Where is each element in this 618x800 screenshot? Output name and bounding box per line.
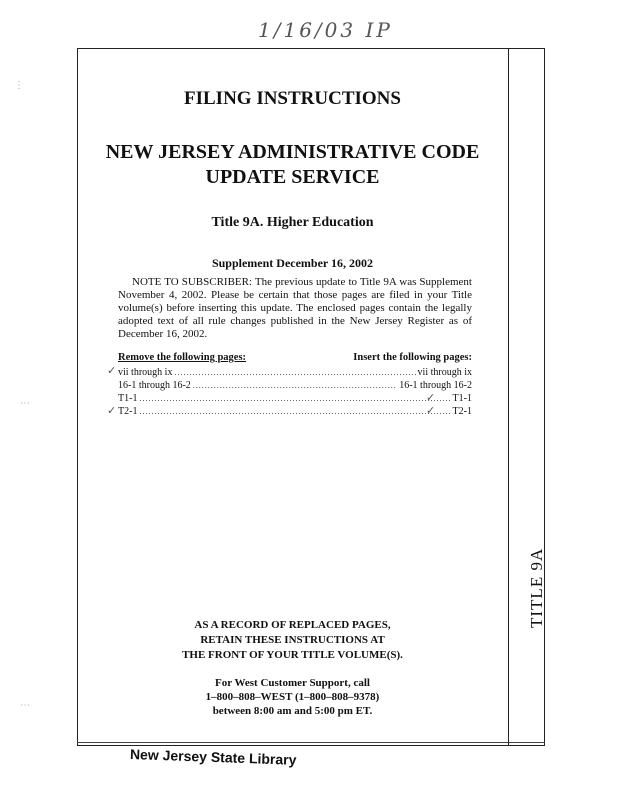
check-mark-icon: ✓ — [107, 405, 117, 417]
insert-header: Insert the following pages: — [353, 352, 472, 363]
remove-pages: vii through ix — [118, 367, 173, 378]
leader-dots — [139, 394, 450, 403]
insert-pages: vii through ix — [417, 367, 472, 378]
check-mark-icon: ✓ — [107, 365, 117, 377]
support-line3: between 8:00 am and 5:00 pm ET. — [212, 705, 373, 717]
tab-divider — [508, 48, 509, 746]
page-title: FILING INSTRUCTIONS — [184, 88, 401, 109]
scan-speck-icon: ⋯ — [20, 700, 30, 711]
page-row — [118, 406, 472, 417]
code-title-line1: NEW JERSEY ADMINISTRATIVE CODE — [105, 141, 480, 163]
record-line1: AS A RECORD OF REPLACED PAGES, — [194, 619, 391, 631]
insert-pages: T2-1 — [452, 406, 472, 417]
library-stamp: New Jersey State Library — [129, 746, 297, 768]
supplement-date: Supplement December 16, 2002 — [211, 256, 374, 270]
check-mark-icon: ✓ — [426, 392, 436, 404]
scan-speck-icon: ⋮ — [14, 80, 24, 91]
page-row — [118, 367, 472, 378]
page-row — [118, 393, 472, 404]
page-row — [118, 380, 472, 391]
customer-support — [77, 676, 508, 718]
code-title-line2: UPDATE SERVICE — [205, 166, 380, 188]
support-line2: 1–800–808–WEST (1–800–808–9378) — [205, 691, 380, 703]
scan-speck-icon: ⋯ — [20, 398, 30, 409]
remove-pages: T1-1 — [118, 393, 138, 404]
remove-pages: T2-1 — [118, 406, 138, 417]
title-name: Title 9A. Higher Education — [211, 215, 374, 230]
title-tab-label: TITLE 9A — [527, 547, 546, 628]
code-title — [77, 140, 508, 190]
record-line2: RETAIN THESE INSTRUCTIONS AT — [200, 634, 385, 646]
subscriber-note: NOTE TO SUBSCRIBER: The previous update to Title 9A was Supplement November 4, 2002. Please be certain that those pages are filed in your Title volume(s) before inserting this update. The enclosed pages contain the legally adopted text of all rule changes published in the New Jersey Register as of December 16, 2002. — [118, 276, 472, 340]
record-line3: THE FRONT OF YOUR TITLE VOLUME(S). — [182, 649, 403, 661]
insert-pages: 16-1 through 16-2 — [399, 380, 472, 391]
check-mark-icon: ✓ — [426, 405, 436, 417]
remove-header: Remove the following pages: — [118, 352, 247, 363]
support-line1: For West Customer Support, call — [215, 677, 370, 689]
leader-dots — [139, 407, 450, 416]
remove-pages: 16-1 through 16-2 — [118, 380, 191, 391]
leader-dots — [193, 381, 397, 390]
leader-dots — [174, 368, 415, 377]
handwritten-date: 1/16/03 IP — [258, 18, 393, 42]
frame-bottom-rule — [77, 742, 545, 743]
insert-pages: T1-1 — [452, 393, 472, 404]
record-notice — [77, 618, 508, 663]
pages-header — [118, 352, 472, 363]
